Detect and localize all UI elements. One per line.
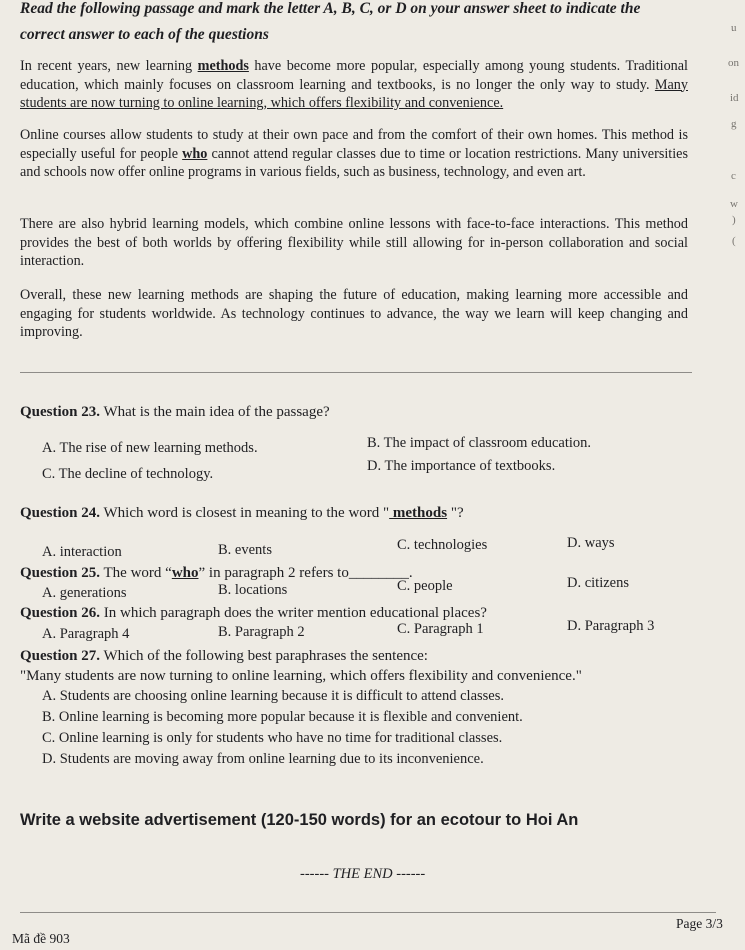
q23-option-d[interactable]: D. The importance of textbooks. <box>367 458 556 474</box>
passage-paragraph-1: In recent years, new learning methods have become more popular, especially among young students. Traditional education, which mainly focuses on classroom learning and textbooks, is no longer the only way to study. Many students are now turning to online learning, which offers flexibility and convenience. <box>20 58 688 111</box>
q24-option-c[interactable]: C. technologies <box>397 537 488 553</box>
instruction-line-2: correct answer to each of the questions <box>20 26 269 43</box>
margin-mark: w <box>730 198 738 210</box>
q24-option-b[interactable]: B. events <box>218 542 272 558</box>
margin-mark: id <box>730 92 739 104</box>
q26-option-a[interactable]: A. Paragraph 4 <box>42 626 130 642</box>
margin-mark: ( <box>732 235 736 247</box>
margin-mark: on <box>728 57 739 69</box>
underlined-word-methods: methods <box>197 58 249 74</box>
passage-paragraph-3: There are also hybrid learning models, which combine online lessons with face-to-face interactions. This method provides the best of both worlds by offering flexibility while still allowing for in-person collaboration and social interaction. <box>20 216 688 269</box>
question-25: Question 25. The word “who” in paragraph 2 refers to________. <box>20 565 413 581</box>
q26-option-c[interactable]: C. Paragraph 1 <box>397 621 484 637</box>
q25-option-a[interactable]: A. generations <box>42 585 127 601</box>
q23-option-c[interactable]: C. The decline of technology. <box>42 466 214 482</box>
q24-option-a[interactable]: A. interaction <box>42 544 122 560</box>
q23-option-b[interactable]: B. The impact of classroom education. <box>367 435 592 451</box>
question-24: Question 24. Which word is closest in meaning to the word " methods "? <box>20 505 464 521</box>
q24-option-d[interactable]: D. ways <box>567 535 615 551</box>
question-23: Question 23. What is the main idea of the passage? <box>20 404 330 420</box>
margin-mark: g <box>731 118 737 130</box>
passage-paragraph-4: Overall, these new learning methods are shaping the future of education, making learning more accessible and engaging for students worldwide. As technology continues to advance, the way we learn will keep changing and improving. <box>20 287 688 340</box>
exam-code: Mã đề 903 <box>12 931 70 946</box>
divider <box>20 372 692 373</box>
underlined-word-who: who <box>182 145 208 162</box>
q27-option-a[interactable]: A. Students are choosing online learning because it is difficult to attend classes. <box>42 688 505 704</box>
underlined-sentence: Many students are now turning to online learning, which offers flexibility and convenience. <box>20 76 688 111</box>
the-end-marker: ------ THE END ------ <box>300 866 426 882</box>
question-26: Question 26. In which paragraph does the writer mention educational places? <box>20 605 487 621</box>
q27-option-c[interactable]: C. Online learning is only for students who have no time for traditional classes. <box>42 730 503 746</box>
q27-option-d[interactable]: D. Students are moving away from online learning due to its inconvenience. <box>42 751 484 767</box>
instruction-line-1: Read the following passage and mark the letter A, B, C, or D on your answer sheet to indicate the <box>20 0 641 17</box>
q26-option-b[interactable]: B. Paragraph 2 <box>218 624 305 640</box>
q23-option-a[interactable]: A. The rise of new learning methods. <box>42 440 258 456</box>
q27-quote: "Many students are now turning to online learning, which offers flexibility and convenience." <box>20 668 582 684</box>
page-number: Page 3/3 <box>676 916 723 931</box>
q25-option-d[interactable]: D. citizens <box>567 575 630 591</box>
q26-option-d[interactable]: D. Paragraph 3 <box>567 618 655 634</box>
writing-task-heading: Write a website advertisement (120-150 words) for an ecotour to Hoi An <box>20 811 579 829</box>
footer-divider <box>20 912 716 913</box>
margin-mark: ) <box>732 214 736 226</box>
passage-paragraph-2: Online courses allow students to study at their own pace and from the comfort of their own homes. This method is especially useful for people who cannot attend regular classes due to time or location restrictions. Many universities and schools now offer online programs in various fields, such as business, technology, and even art. <box>20 127 688 180</box>
margin-mark: c <box>731 170 736 182</box>
question-27: Question 27. Which of the following best paraphrases the sentence: <box>20 648 428 664</box>
q25-option-c[interactable]: C. people <box>397 578 453 594</box>
q25-option-b[interactable]: B. locations <box>218 582 288 598</box>
margin-mark: u <box>731 22 737 34</box>
q27-option-b[interactable]: B. Online learning is becoming more popular because it is flexible and convenient. <box>42 709 523 725</box>
